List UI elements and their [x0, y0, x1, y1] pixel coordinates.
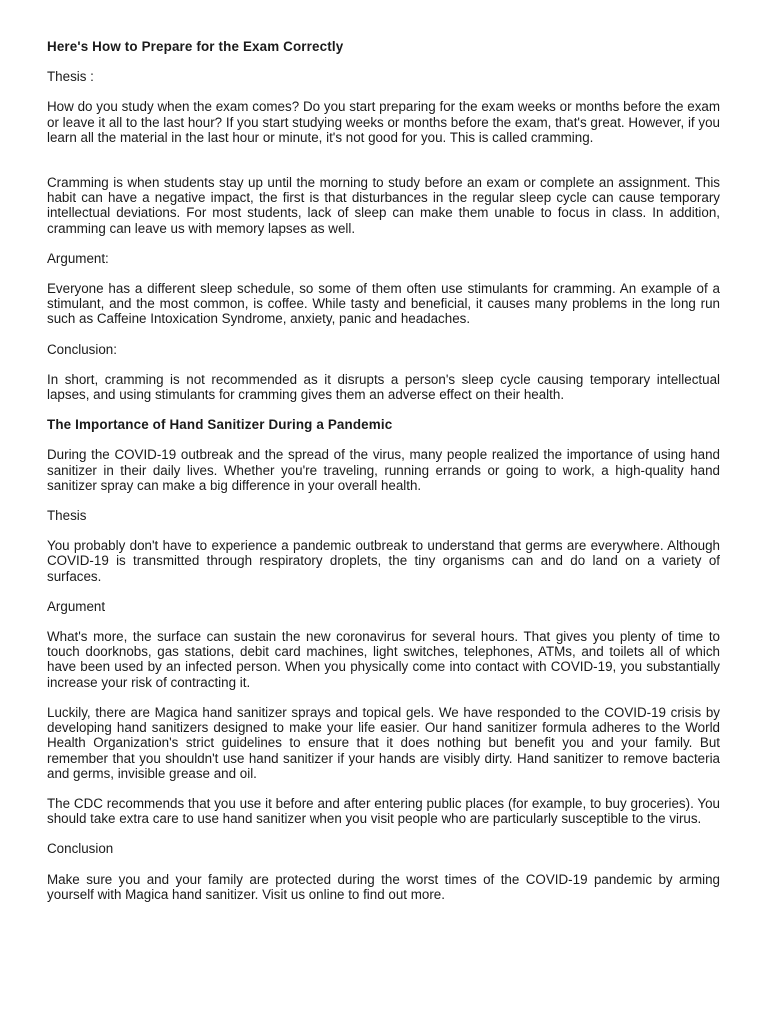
- section1-conclusion-label: Conclusion:: [47, 341, 117, 357]
- section2-intro-paragraph: During the COVID-19 outbreak and the spread of the virus, many people realized the importance of using hand sanitizer in their daily lives. Whether you're traveling, running errands or going to work, a high-quality hand sanitizer spray can make a big difference in your overall health.: [47, 447, 720, 493]
- section2-argument-paragraph-3: The CDC recommends that you use it before and after entering public places (for example, to buy groceries). You should take extra care to use hand sanitizer when you visit people who are particularly susceptible to the virus.: [47, 795, 720, 827]
- section2-argument-paragraph-2: Luckily, there are Magica hand sanitizer sprays and topical gels. We have responded to the COVID-19 crisis by developing hand sanitizers designed to make your life easier. Our hand sanitizer formula adheres to the World Health Organization's strict guidelines to ensure that it does nothing but benefit you and your family. But remember that you shouldn't use hand sanitizer if your hands are visibly dirty. Hand sanitizer to remove bacteria and germs, invisible grease and oil.: [47, 704, 720, 781]
- section1-title: Here's How to Prepare for the Exam Correctly: [47, 39, 344, 54]
- section2-thesis-paragraph: You probably don't have to experience a pandemic outbreak to understand that germs are everywhere. Although COVID-19 is transmitted through respiratory droplets, the tiny organisms can and do land on a variety of surfaces.: [47, 538, 720, 584]
- section2-argument-paragraph-1: What's more, the surface can sustain the new coronavirus for several hours. That gives you plenty of time to touch doorknobs, gas stations, debit card machines, light switches, telephones, ATMs, and toilets all of which have been used by an infected person. When you physically come into contact with COVID-19, you substantially increase your risk of contracting it.: [47, 629, 720, 690]
- section2-conclusion-label: Conclusion: [47, 841, 114, 857]
- section2-thesis-label: Thesis: [47, 508, 87, 524]
- section1-argument-paragraph: Everyone has a different sleep schedule, so some of them often use stimulants for cramming. An example of a stimulant, and the most common, is coffee. While tasty and beneficial, it causes many problems in the long run such as Caffeine Intoxication Syndrome, anxiety, panic and headaches.: [47, 281, 720, 327]
- section1-thesis-paragraph-2: Cramming is when students stay up until the morning to study before an exam or complete an assignment. This habit can have a negative impact, the first is that disturbances in the regular sleep cycle can cause temporary intellectual deviations. For most students, lack of sleep can make them unable to focus in class. In addition, cramming can leave us with memory lapses as well.: [47, 175, 720, 236]
- section2-argument-label: Argument: [47, 598, 106, 614]
- section1-conclusion-paragraph: In short, cramming is not recommended as it disrupts a person's sleep cycle causing temporary intellectual lapses, and using stimulants for cramming gives them an adverse effect on their health.: [47, 371, 720, 403]
- section1-thesis-label: Thesis :: [47, 69, 94, 85]
- section1-thesis-paragraph-1: How do you study when the exam comes? Do you start preparing for the exam weeks or months before the exam or leave it all to the last hour? If you start studying weeks or months before the exam, that's great. However, if you learn all the material in the last hour or minute, it's not good for you. This is called cramming.: [47, 99, 720, 145]
- document-content: [47, 39, 720, 902]
- section2-conclusion-paragraph: Make sure you and your family are protected during the worst times of the COVID-19 pandemic by arming yourself with Magica hand sanitizer. Visit us online to find out more.: [47, 871, 720, 902]
- section2-title: The Importance of Hand Sanitizer During a Pandemic: [47, 417, 393, 433]
- section1-argument-label: Argument:: [47, 250, 109, 266]
